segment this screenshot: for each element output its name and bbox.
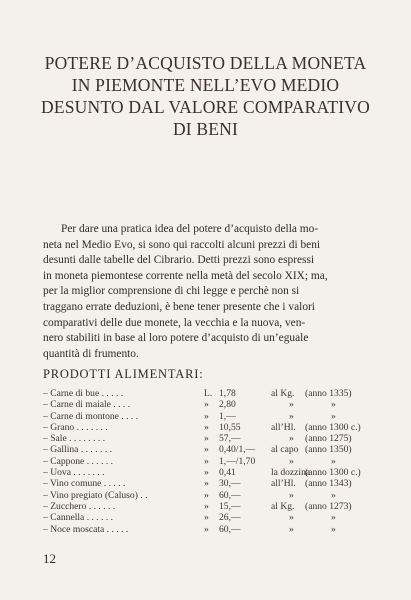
- section-heading: PRODOTTI ALIMENTARI:: [43, 367, 204, 381]
- intro-line-7: comparativi delle due monete, la vecchia e la nuova, ven-: [43, 316, 306, 329]
- item-measure: »: [289, 399, 294, 411]
- item-price: 1,—: [219, 410, 236, 422]
- item-measure: al Kg.: [271, 388, 295, 399]
- item-unit: »: [204, 410, 209, 422]
- table-row: [43, 411, 383, 422]
- table-row: [43, 501, 383, 512]
- table-row: [43, 456, 383, 467]
- item-price: 0,41: [219, 467, 236, 479]
- item-year: (anno 1350): [305, 444, 352, 456]
- item-price: 60,—: [219, 523, 241, 535]
- item-year: »: [331, 410, 336, 422]
- item-year: (anno 1335): [305, 388, 352, 399]
- table-row: [43, 467, 383, 478]
- item-price: 26,—: [219, 512, 241, 524]
- item-name: – Grano . . . . . . .: [43, 421, 108, 433]
- item-unit: L.: [204, 388, 213, 399]
- title-line-1: POTERE D’ACQUISTO DELLA MONETA: [44, 53, 367, 73]
- item-measure: »: [289, 410, 294, 422]
- table-row: [43, 524, 383, 535]
- intro-line-1: Per dare una pratica idea del potere d’acquisto della mo-: [61, 223, 319, 235]
- item-measure: al Kg.: [271, 500, 295, 512]
- intro-line-9: quantità di frumento.: [43, 347, 139, 360]
- table-row: [43, 422, 383, 433]
- table-row: [43, 478, 383, 489]
- price-table: [43, 388, 383, 535]
- item-price: 60,—: [219, 489, 241, 501]
- item-unit: »: [204, 455, 209, 467]
- item-measure: »: [289, 512, 294, 524]
- item-price: 15,—: [219, 500, 241, 512]
- table-row: [43, 512, 383, 523]
- item-measure: »: [289, 455, 294, 467]
- item-unit: »: [204, 512, 209, 524]
- item-name: – Gallina . . . . . . .: [43, 444, 113, 456]
- table-row: [43, 433, 383, 444]
- item-measure: all’Hl.: [271, 478, 296, 490]
- item-unit: »: [204, 467, 209, 479]
- intro-line-5: per la miglior comprensione di chi legge e perchè non si: [43, 285, 300, 298]
- item-name: – Sale . . . . . . . .: [43, 433, 106, 445]
- item-price: 30,—: [219, 478, 241, 490]
- intro-line-8: nero stabiliti in base al loro potere d’acquisto di un’eguale: [43, 332, 309, 345]
- item-measure: »: [289, 433, 294, 445]
- item-name: – Cannella . . . . . .: [43, 512, 114, 524]
- item-unit: »: [204, 433, 209, 445]
- intro-line-4: in moneta piemontese corrente nella metà del secolo XIX; ma,: [43, 269, 328, 282]
- item-name: – Carne di montone . . . .: [43, 410, 139, 422]
- item-year: (anno 1343): [305, 478, 352, 490]
- intro-line-2: neta nel Medio Evo, si sono qui raccolti alcuni prezzi di beni: [43, 238, 321, 251]
- item-price: 57,—: [219, 433, 241, 445]
- item-unit: »: [204, 399, 209, 411]
- title-line-4: DI BENI: [172, 119, 239, 139]
- item-price: 2,80: [219, 399, 236, 411]
- item-measure: »: [289, 523, 294, 535]
- item-year: »: [331, 489, 336, 501]
- intro-line-6: traggano errate deduzioni, è bene tener presente che i valori: [43, 300, 315, 313]
- table-row: [43, 444, 383, 455]
- page-number: 12: [43, 551, 56, 566]
- item-unit: »: [204, 478, 209, 490]
- item-name: – Carne di maiale . . . .: [43, 399, 131, 411]
- item-name: – Carne di bue . . . . .: [43, 388, 124, 399]
- item-unit: »: [204, 500, 209, 512]
- intro-paragraph: [43, 222, 373, 362]
- table-row: [43, 388, 383, 399]
- item-price: 1,78: [219, 388, 236, 399]
- item-price: 10,55: [219, 421, 241, 433]
- item-year: »: [331, 455, 336, 467]
- item-year: »: [331, 512, 336, 524]
- item-year: »: [331, 523, 336, 535]
- item-measure: la dozzina: [271, 467, 311, 479]
- item-year: (anno 1300 c.): [305, 467, 361, 479]
- item-price: 0,40/1,—: [219, 444, 256, 456]
- item-measure: »: [289, 489, 294, 501]
- title-line-2: IN PIEMONTE NELL’EVO MEDIO: [71, 75, 340, 95]
- item-name: – Vino pregiato (Caluso) . .: [43, 489, 148, 501]
- item-measure: al capo: [271, 444, 299, 456]
- item-year: (anno 1275): [305, 433, 352, 445]
- item-unit: »: [204, 523, 209, 535]
- item-unit: »: [204, 421, 209, 433]
- item-name: – Zucchero . . . . . .: [43, 500, 116, 512]
- table-row: [43, 490, 383, 501]
- item-unit: »: [204, 444, 209, 456]
- item-name: – Noce moscata . . . . .: [43, 523, 129, 535]
- item-name: – Cappone . . . . . .: [43, 455, 114, 467]
- item-measure: all’Hl.: [271, 421, 296, 433]
- intro-line-3: desunti dalle tabelle del Cibrario. Detti prezzi sono espressi: [43, 254, 315, 267]
- item-year: (anno 1300 c.): [305, 421, 361, 433]
- page-title: [40, 52, 371, 140]
- item-price: 1,—/1,70: [219, 455, 256, 467]
- item-year: »: [331, 399, 336, 411]
- item-name: – Vino comune . . . . .: [43, 478, 126, 490]
- item-name: – Uova . . . . . . .: [43, 467, 105, 479]
- item-unit: »: [204, 489, 209, 501]
- item-year: (anno 1273): [305, 500, 352, 512]
- title-line-3: DESUNTO DAL VALORE COMPARATIVO: [41, 97, 370, 117]
- table-row: [43, 399, 383, 410]
